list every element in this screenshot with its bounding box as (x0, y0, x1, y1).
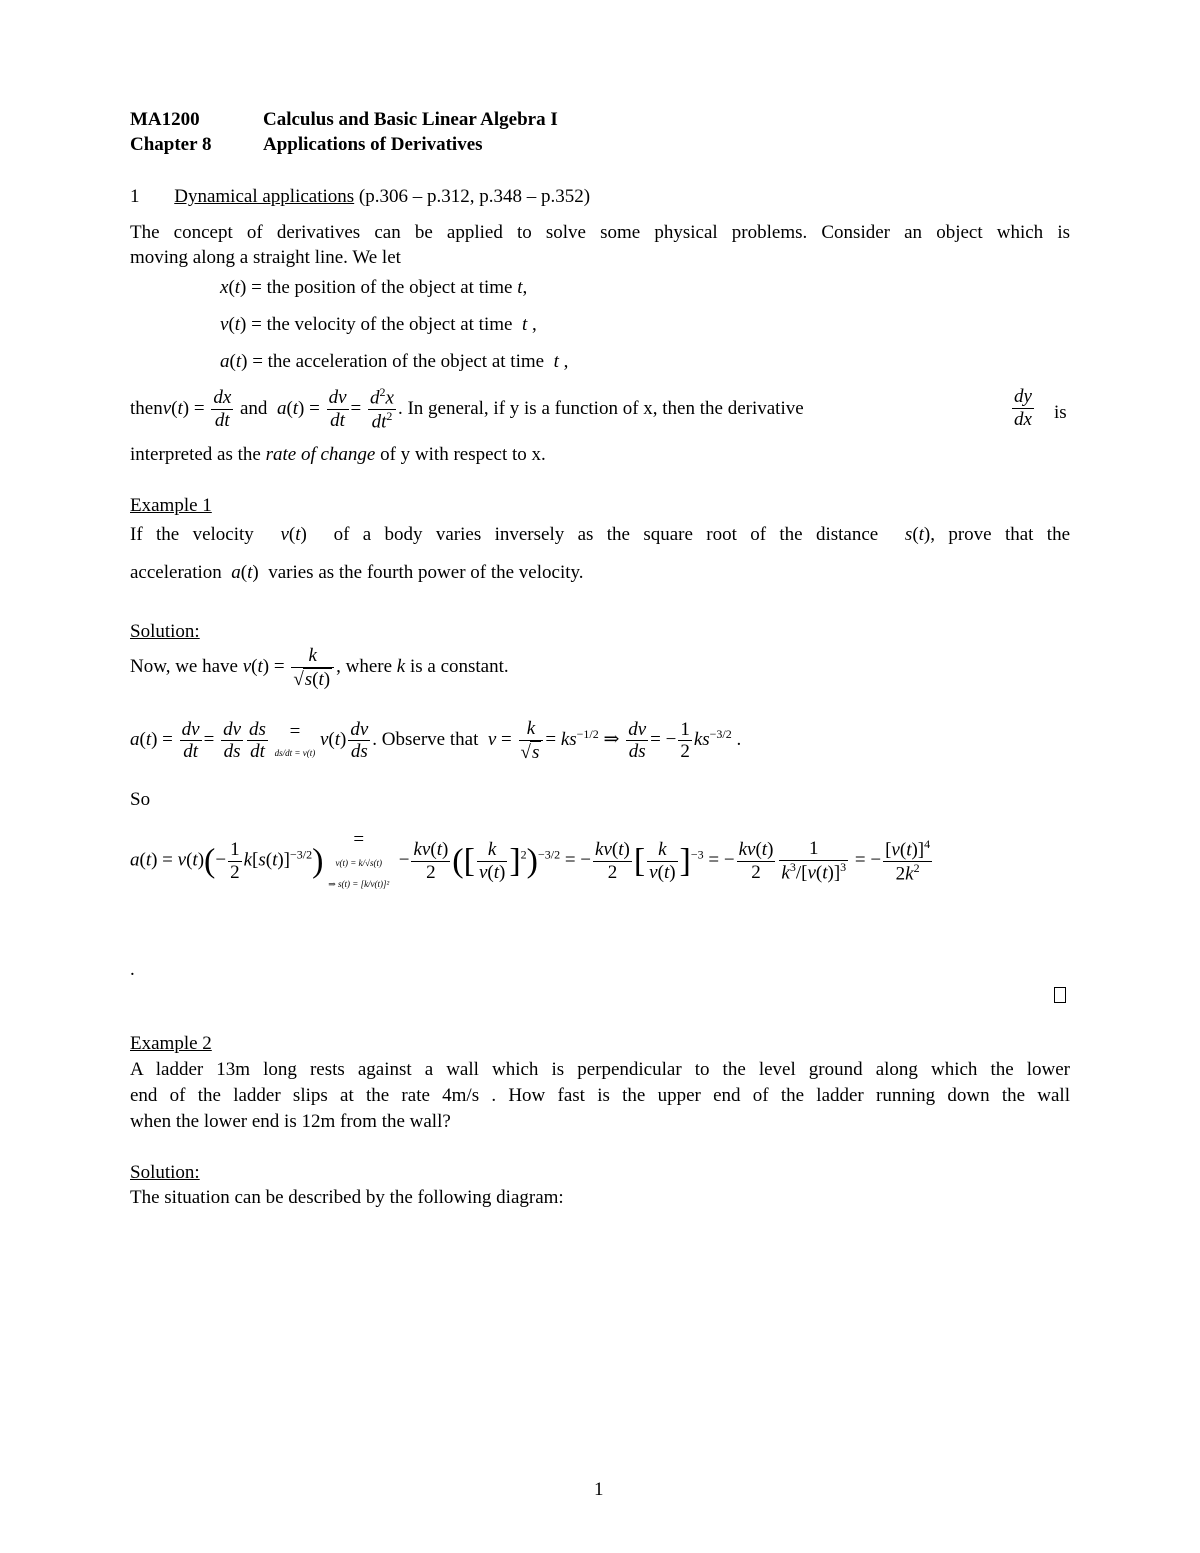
fraction-d2x-dt2: $\frac{d^2x}{dt^2}$ (370, 385, 394, 433)
section-pages: (p.306 – p.312, p.348 – p.352) (358, 186, 591, 207)
example1-line-1: If the velocity v(t) of a body varies inversely as the square root of the distance s(t), prove that the (130, 524, 1071, 545)
example1-line-2: acceleration a(t) varies as the fourth power of the velocity. (130, 562, 584, 583)
derivative-definitions: thenv(t) = $\frac{dx}{dt}$ and a(t) = $\frac{dv}{dt}$ = $\frac{d^2x}{dt^2}$ . In general, if y is a function of x, then the derivative (130, 385, 804, 433)
section-title: Dynamical applications (174, 186, 355, 207)
definition-v: v(t) = the velocity of the object at time t , (220, 314, 537, 335)
example2-diagram-line: The situation can be described by the following diagram: (130, 1187, 564, 1208)
example2-line-1: A ladder 13m long rests against a wall which is perpendicular to the level ground along which the lower (130, 1059, 1070, 1080)
intro-line-2: moving along a straight line. We let (130, 247, 401, 268)
trailing-dot: . (130, 959, 135, 980)
definition-a: a(t) = the acceleration of the object at time t , (220, 351, 569, 372)
example2-line-3: when the lower end is 12m from the wall? (130, 1111, 451, 1132)
velocity-equation: Now, we have v(t) = $\frac{k}{√s(t)}$ , where k is a constant. (130, 645, 509, 690)
word-is: is (1054, 402, 1067, 423)
example2-solution-label: Solution: (130, 1162, 200, 1183)
section-number: 1 (130, 186, 140, 207)
fraction-dy-dx: $\frac{dy}{dx}$ (1014, 386, 1032, 430)
section-heading (130, 185, 590, 210)
definition-x: x(t) = the position of the object at time t, (220, 277, 528, 298)
acceleration-derivation: a(t) = v(t)(− $\frac{1}{2}$ $k[s(t)]^{-3/2}$) = v(t) = k/√s(t) ⇒ s(t) = [k/v(t)]² − $\frac{kv(t)}{2}$ ([ $\frac{k}{v(t)}$ ]$^2$)$^{-3/2}$ = − $\frac{kv(t)}{2}$ [ $\frac{k}{v(t)}$ ]$^{-3}$ = − $\frac{kv(t)}{2}$ $\frac{1}{k^3/[v(t)]^3}$ = − $\frac{[v(t)]^4}{2k^2}$ (130, 829, 931, 889)
chapter-label: Chapter 8 (130, 134, 212, 155)
course-code: MA1200 (130, 109, 200, 130)
fraction-dx-dt: $\frac{dx}{dt}$ (213, 387, 232, 432)
course-title: Calculus and Basic Linear Algebra I (263, 109, 558, 130)
example2-line-2: end of the ladder slips at the rate 4m/s . How fast is the upper end of the ladder running down the wall (130, 1085, 1070, 1106)
example2-title: Example 2 (130, 1033, 212, 1054)
example1-solution-label: Solution: (130, 621, 200, 642)
example1-title: Example 1 (130, 495, 212, 516)
intro-interpretation: interpreted as the rate of change of y with respect to x. (130, 444, 546, 465)
fraction-dv-dt: $\frac{dv}{dt}$ (328, 387, 347, 432)
chapter-title: Applications of Derivatives (263, 134, 483, 155)
qed-box-icon (1054, 986, 1066, 1011)
intro-line-1: The concept of derivatives can be applied to solve some physical problems. Consider an object which is (130, 222, 1070, 243)
page-number: 1 (594, 1479, 604, 1500)
word-so: So (130, 789, 151, 810)
acceleration-chain-rule: a(t) = $\frac{dv}{dt}$ = $\frac{dv}{ds}$ $\frac{ds}{dt}$ = ds/dt = v(t) v(t) $\frac{dv}{ds}$ . Observe that v = $\frac{k}{√s}$ = $ks^{-1/2}$ ⇒ $\frac{dv}{ds}$ = − $\frac{1}{2}$ $ks^{-3/2}$ . (130, 718, 742, 763)
